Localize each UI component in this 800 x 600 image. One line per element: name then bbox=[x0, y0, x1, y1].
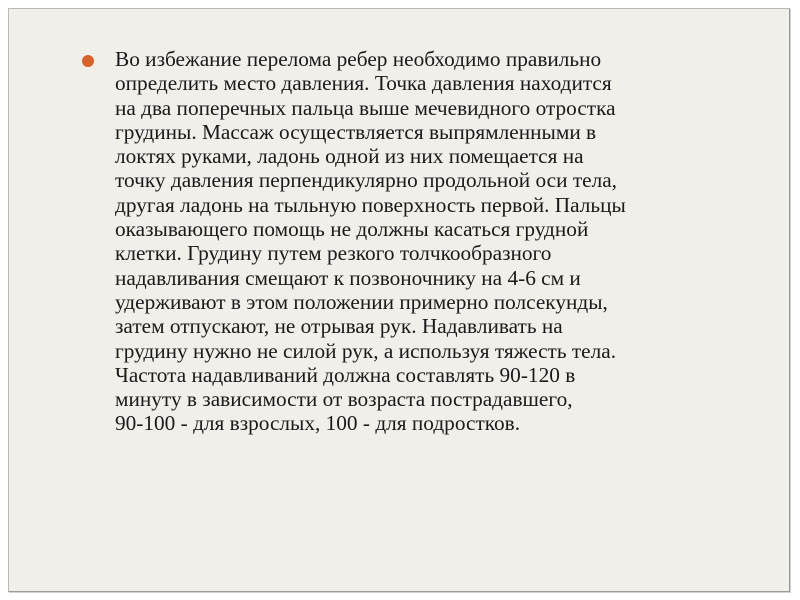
bullet-icon bbox=[82, 55, 94, 67]
body-text: Во избежание перелома ребер необходимо правильно определить место давления. Точка давления находится на два поперечных пальца выше мечевидного отростка грудины. Массаж осуществляется выпрямленными в локтях руками, ладонь одной из них помещается на точку давления перпендикулярно продольной оси тела, другая ладонь на тыльную поверхность первой. Пальцы оказывающего помощь не должны касаться грудной клетки. Грудину путем резкого толчкообразного надавливания смещают к позвоночнику на 4-6 см и удерживают в этом положении примерно полсекунды, затем отпускают, не отрывая рук. Надавливать на грудину нужно не силой рук, а используя тяжесть тела. Частота надавливаний должна составлять 90-120 в минуту в зависимости от возраста пострадавшего, 90-100 - для взрослых, 100 - для подростков. bbox=[115, 47, 626, 436]
